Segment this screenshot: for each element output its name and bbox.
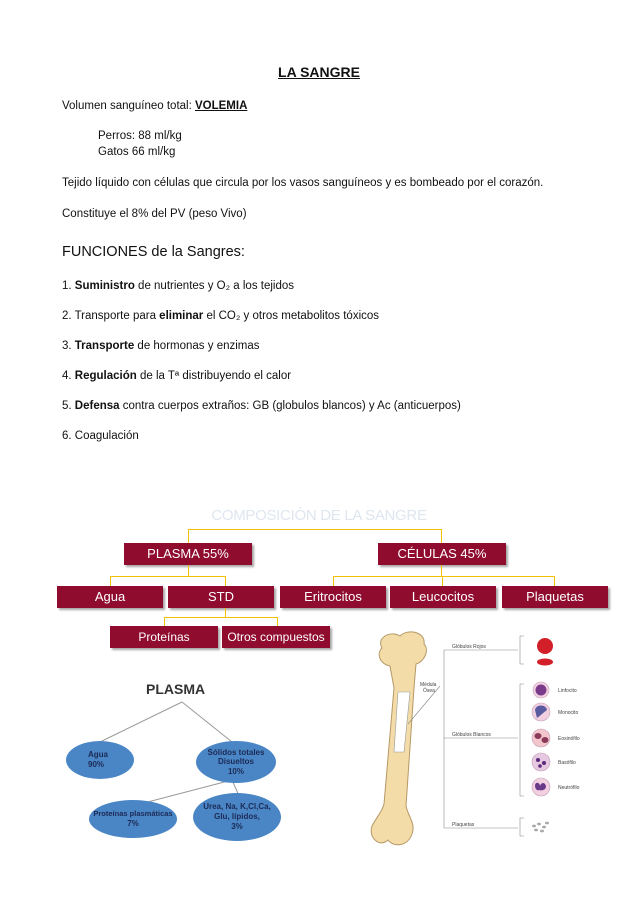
- basofilo-granule-c-icon: [538, 764, 542, 768]
- connector-plasma-h: [110, 576, 226, 577]
- red-cell-icon: [537, 638, 553, 654]
- plasma-box: PLASMA 55%: [124, 543, 252, 565]
- basofilo-icon: [532, 753, 550, 771]
- agua-value: 90%: [88, 760, 105, 769]
- neutrofilo-label: Neutrófilo: [558, 785, 580, 791]
- urea-label-2: Glu, lípidos,: [214, 812, 260, 821]
- line-plasma-agua: [100, 702, 182, 742]
- medula-label-1: Médula: [420, 682, 437, 688]
- connector-celulas-down: [441, 565, 442, 576]
- eosinofilo-nucleus-a-icon: [535, 733, 542, 739]
- urea-label-1: Urea, Na, K,Cl,Ca,: [203, 802, 271, 811]
- volemia-line: [62, 99, 247, 113]
- connector-std-down: [225, 608, 226, 617]
- celulas-box: CÉLULAS 45%: [378, 543, 506, 565]
- page-title: LA SANGRE: [278, 64, 360, 80]
- volemia-word: VOLEMIA: [195, 100, 248, 112]
- gatos-line: Gatos 66 ml/kg: [98, 146, 176, 158]
- agua-label: Agua: [88, 750, 108, 759]
- connector-agua: [110, 576, 111, 586]
- bracket-rojos: [520, 636, 524, 664]
- plaquetas-label: Plaquetas: [452, 822, 475, 828]
- red-cell-side-icon: [537, 659, 553, 666]
- basofilo-granule-b-icon: [542, 761, 546, 765]
- connector-eritrocitos: [333, 576, 334, 586]
- plaquetas-box: Plaquetas: [502, 586, 608, 608]
- globulos-rojos-label: Glóbulos Rojos: [452, 644, 486, 650]
- basofilo-granule-a-icon: [536, 758, 540, 762]
- agua-box: Agua: [57, 586, 163, 608]
- plasma-diagram: [60, 676, 300, 856]
- linfocito-label: Linfocito: [558, 688, 577, 694]
- solidos-label-1: Sólidos totales: [207, 748, 265, 757]
- funcion-item-6: 6. Coagulación: [62, 430, 139, 442]
- medula-label-2: Ósea: [423, 688, 435, 694]
- otros-box: Otros compuestos: [222, 626, 330, 648]
- std-box: STD: [168, 586, 274, 608]
- funcion-item-2: 2. Transporte para eliminar el CO₂ y otros metabolitos tóxicos: [62, 310, 380, 322]
- bone-diagram: [368, 628, 600, 854]
- volemia-prefix: Volumen sanguíneo total:: [62, 100, 195, 112]
- plasma-diagram-title: PLASMA: [146, 681, 206, 697]
- connector-celulas-up: [441, 529, 442, 543]
- connector-top: [188, 529, 442, 530]
- proteinas-value: 7%: [127, 819, 139, 828]
- perros-line: Perros: 88 ml/kg: [98, 130, 182, 142]
- connector-plasma-down: [188, 565, 189, 576]
- connector-std: [225, 576, 226, 586]
- connector-plaquetas: [554, 576, 555, 586]
- funcion-item-4: 4. Regulación de la Tª distribuyendo el calor: [62, 370, 292, 382]
- connector-std-h: [164, 617, 278, 618]
- leucocitos-box: Leucocitos: [390, 586, 496, 608]
- funcion-item-5: 5. Defensa contra cuerpos extraños: GB (globulos blancos) y Ac (anticuerpos): [62, 400, 461, 412]
- constituye-line: Constituye el 8% del PV (peso Vivo): [62, 208, 247, 220]
- bracket-plaquetas: [520, 818, 524, 836]
- eosinofilo-nucleus-b-icon: [542, 737, 549, 743]
- proteinas-label: Proteínas plasmáticas: [93, 809, 173, 818]
- connector-plasma-up: [188, 529, 189, 543]
- line-plasma-solidos: [182, 702, 232, 742]
- connector-leucocitos: [442, 576, 443, 586]
- monocito-label: Monocito: [558, 710, 579, 716]
- funcion-item-3: 3. Transporte de hormonas y enzimas: [62, 340, 260, 352]
- connector-celulas-h: [333, 576, 555, 577]
- funcion-item-1: 1. Suministro de nutrientes y O₂ a los tejidos: [62, 280, 295, 292]
- solidos-value: 10%: [227, 767, 245, 776]
- composicion-title: COMPOSICIÓN DE LA SANGRE: [211, 507, 427, 524]
- connector-otros: [277, 617, 278, 626]
- eritrocitos-box: Eritrocitos: [280, 586, 386, 608]
- proteinas-box: Proteínas Plasmáticas: [110, 626, 218, 648]
- connector-proteinas: [164, 617, 165, 626]
- basofilo-label: Basófilo: [558, 760, 576, 766]
- solidos-label-2: Disueltos: [217, 757, 255, 766]
- eosinofilo-label: Eosinófilo: [558, 736, 580, 742]
- linfocito-nucleus-icon: [536, 685, 547, 696]
- bracket-blancos: [520, 684, 524, 796]
- plaquetas-icon: [532, 822, 549, 833]
- tejido-line: Tejido líquido con células que circula por los vasos sanguíneos y es bombeado por el corazón.: [62, 177, 544, 189]
- globulos-blancos-label: Glóbulos Blancos: [452, 732, 491, 738]
- funciones-title: FUNCIONES de la Sangres:: [62, 244, 245, 260]
- urea-value: 3%: [231, 822, 243, 831]
